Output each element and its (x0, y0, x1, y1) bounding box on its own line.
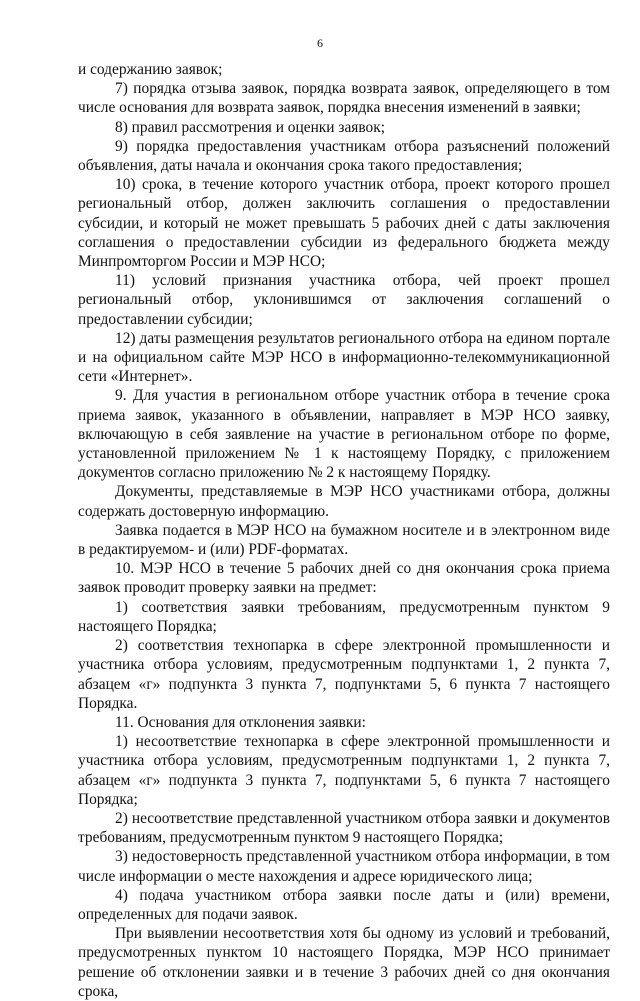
page-number: 6 (317, 36, 323, 50)
document-body (78, 60, 610, 1001)
paragraph: 1) соответствия заявки требованиям, предусмотренным пунктом 9 настоящего Порядка; (78, 598, 610, 635)
paragraph: и содержанию заявок; (78, 61, 223, 78)
paragraph: 10. МЭР НСО в течение 5 рабочих дней со дня окончания срока приема заявок проводит проверку заявки на предмет: (78, 560, 610, 597)
paragraph: 12) даты размещения результатов регионального отбора на едином портале и на официальном сайте МЭР НСО в информационно-телекоммуникационной сети «Интернет». (78, 329, 610, 386)
paragraph: 11) условий признания участника отбора, чей проект прошел региональный отбор, уклонившимся от заключения соглашений о предоставлении субсидии; (78, 272, 610, 328)
paragraph: 4) подача участником отбора заявки после даты и (или) времени, определенных для подачи заявок. (78, 886, 610, 923)
paragraph: Заявка подается в МЭР НСО на бумажном носителе и в электронном виде в редактируемом- и (или) PDF-форматах. (78, 521, 610, 559)
paragraph: 2) несоответствие представленной участником отбора заявки и документов требованиям, предусмотренным пунктом 9 настоящего Порядка; (78, 809, 610, 847)
paragraph: 9) порядка предоставления участникам отбора разъяснений положений объявления, даты начала и окончания срока такого предоставления; (78, 137, 610, 175)
paragraph: 1) несоответствие технопарка в сфере электронной промышленности и участника отбора условиям, предусмотренным подпунктами 1, 2 пункта 7, абзацем «г» подпункта 3 пункта 7, подпунктами 5, 6 пункта 7 настоящего Порядка; (78, 733, 610, 808)
paragraph: 11. Основания для отклонения заявки: (115, 713, 366, 731)
paragraph: 3) недостоверность представленной участником отбора информации, в том числе информации о месте нахождения и адресе юридического лица; (78, 848, 610, 885)
paragraph: Документы, представляемые в МЭР НСО участниками отбора, должны содержать достоверную информацию. (78, 483, 610, 520)
paragraph: 7) порядка отзыва заявок, порядка возврата заявок, определяющего в том числе основания для возврата заявок, порядка внесения изменений в заявки; (78, 80, 610, 117)
paragraph: 8) правил рассмотрения и оценки заявок; (115, 118, 385, 136)
paragraph: 2) соответствия технопарка в сфере электронной промышленности и участника отбора условиям, предусмотренным подпунктами 1, 2 пункта 7, абзацем «г» подпункта 3 пункта 7, подпунктами 5, 6 пункта 7 настоящего Порядка. (78, 637, 610, 712)
paragraph: При выявлении несоответствия хотя бы одному из условий и требований, предусмотренных пунктом 10 настоящего Порядка, МЭР НСО принимает решение об отклонении заявки и в течение 3 рабочих дней со дня окончания срока, (78, 925, 610, 1000)
paragraph: 10) срока, в течение которого участник отбора, проект которого прошел региональный отбор, должен заключить соглашения о предоставлении субсидии, и который не может превышать 5 рабочих дней с даты заключения соглашения о предоставлении субсидии из федерального бюджета между Минпромторгом России и МЭР НСО; (78, 176, 610, 271)
paragraph: 9. Для участия в региональном отборе участник отбора в течение срока приема заявок, указанного в объявлении, направляет в МЭР НСО заявку, включающую в себя заявление на участие в региональном отборе по форме, установленной приложением № 1 к настоящему Порядку, с приложением документов согласно приложению № 2 к настоящему Порядку. (78, 387, 610, 482)
